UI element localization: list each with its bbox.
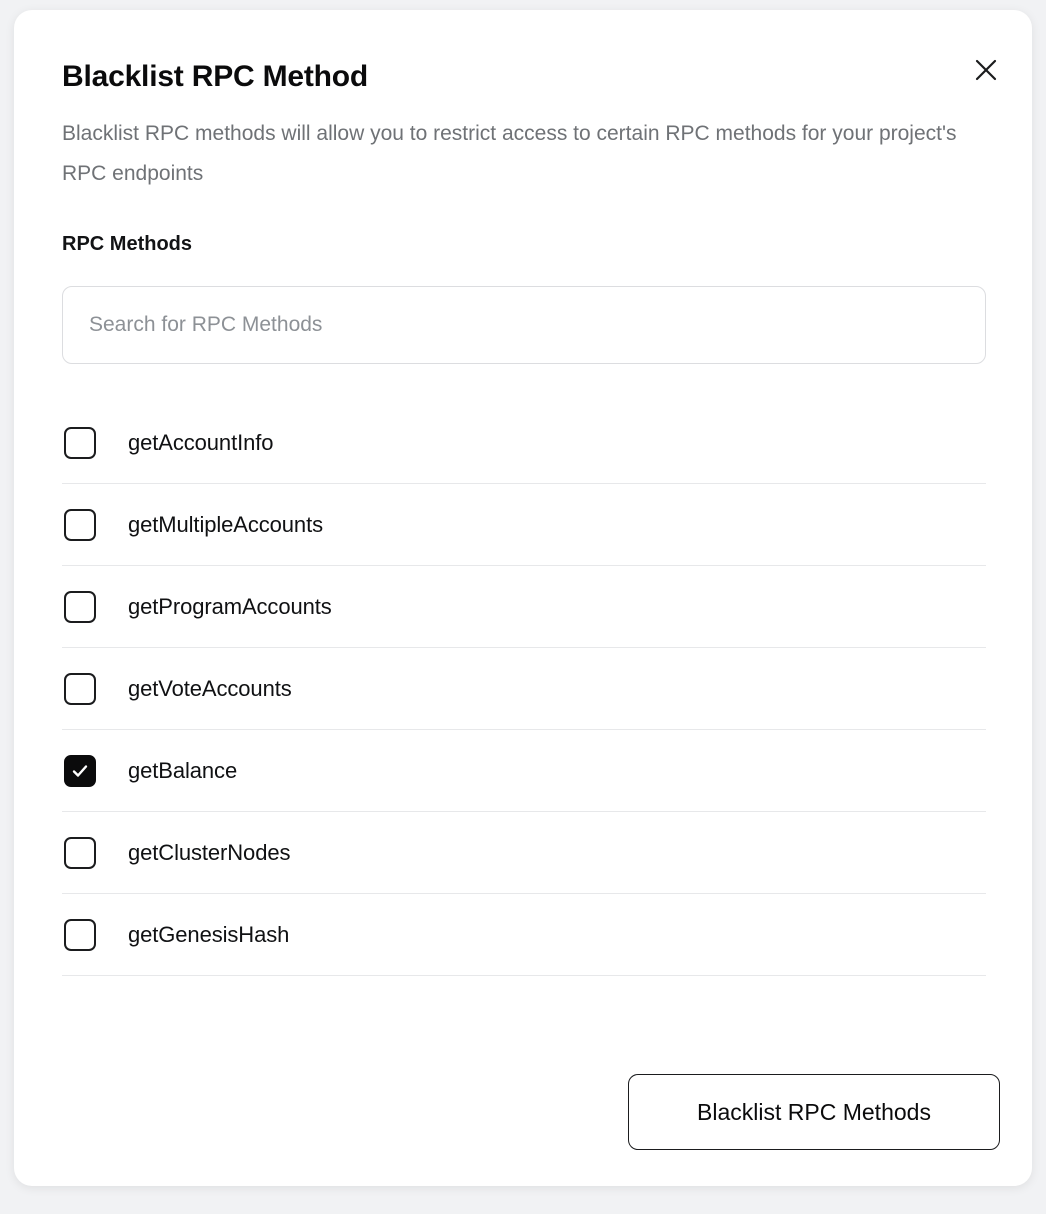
dialog-description: Blacklist RPC methods will allow you to restrict access to certain RPC methods for your project's RPC endpoints bbox=[62, 122, 957, 185]
method-checkbox[interactable] bbox=[64, 673, 96, 705]
method-label: getBalance bbox=[128, 757, 238, 783]
list-item[interactable] bbox=[62, 402, 986, 484]
list-item[interactable] bbox=[62, 730, 986, 812]
method-label: getClusterNodes bbox=[128, 839, 291, 865]
method-checkbox[interactable] bbox=[64, 837, 96, 869]
list-item[interactable] bbox=[62, 976, 986, 1000]
rpc-method-list[interactable] bbox=[62, 402, 986, 1000]
method-label: getMultipleAccounts bbox=[128, 511, 323, 537]
dialog-footer bbox=[62, 1074, 1000, 1150]
list-item[interactable] bbox=[62, 648, 986, 730]
search-input[interactable] bbox=[62, 286, 986, 364]
page-title: Blacklist RPC Method bbox=[62, 60, 369, 93]
list-item[interactable] bbox=[62, 894, 986, 976]
method-checkbox[interactable] bbox=[64, 427, 96, 459]
list-item[interactable] bbox=[62, 484, 986, 566]
method-label: getGenesisHash bbox=[128, 921, 290, 947]
blacklist-rpc-method-dialog bbox=[14, 10, 1032, 1186]
method-checkbox[interactable] bbox=[64, 919, 96, 951]
rpc-methods-label: RPC Methods bbox=[62, 233, 192, 255]
close-button[interactable] bbox=[968, 52, 1004, 88]
method-label: getVoteAccounts bbox=[128, 675, 292, 701]
method-label: getAccountInfo bbox=[128, 429, 274, 455]
close-icon bbox=[973, 57, 999, 83]
search-field-wrapper bbox=[62, 286, 986, 364]
blacklist-rpc-methods-button[interactable]: Blacklist RPC Methods bbox=[628, 1074, 1000, 1150]
method-label: getProgramAccounts bbox=[128, 593, 332, 619]
list-item[interactable] bbox=[62, 566, 986, 648]
method-checkbox[interactable] bbox=[64, 755, 96, 787]
list-item[interactable] bbox=[62, 812, 986, 894]
method-checkbox[interactable] bbox=[64, 591, 96, 623]
method-checkbox[interactable] bbox=[64, 509, 96, 541]
